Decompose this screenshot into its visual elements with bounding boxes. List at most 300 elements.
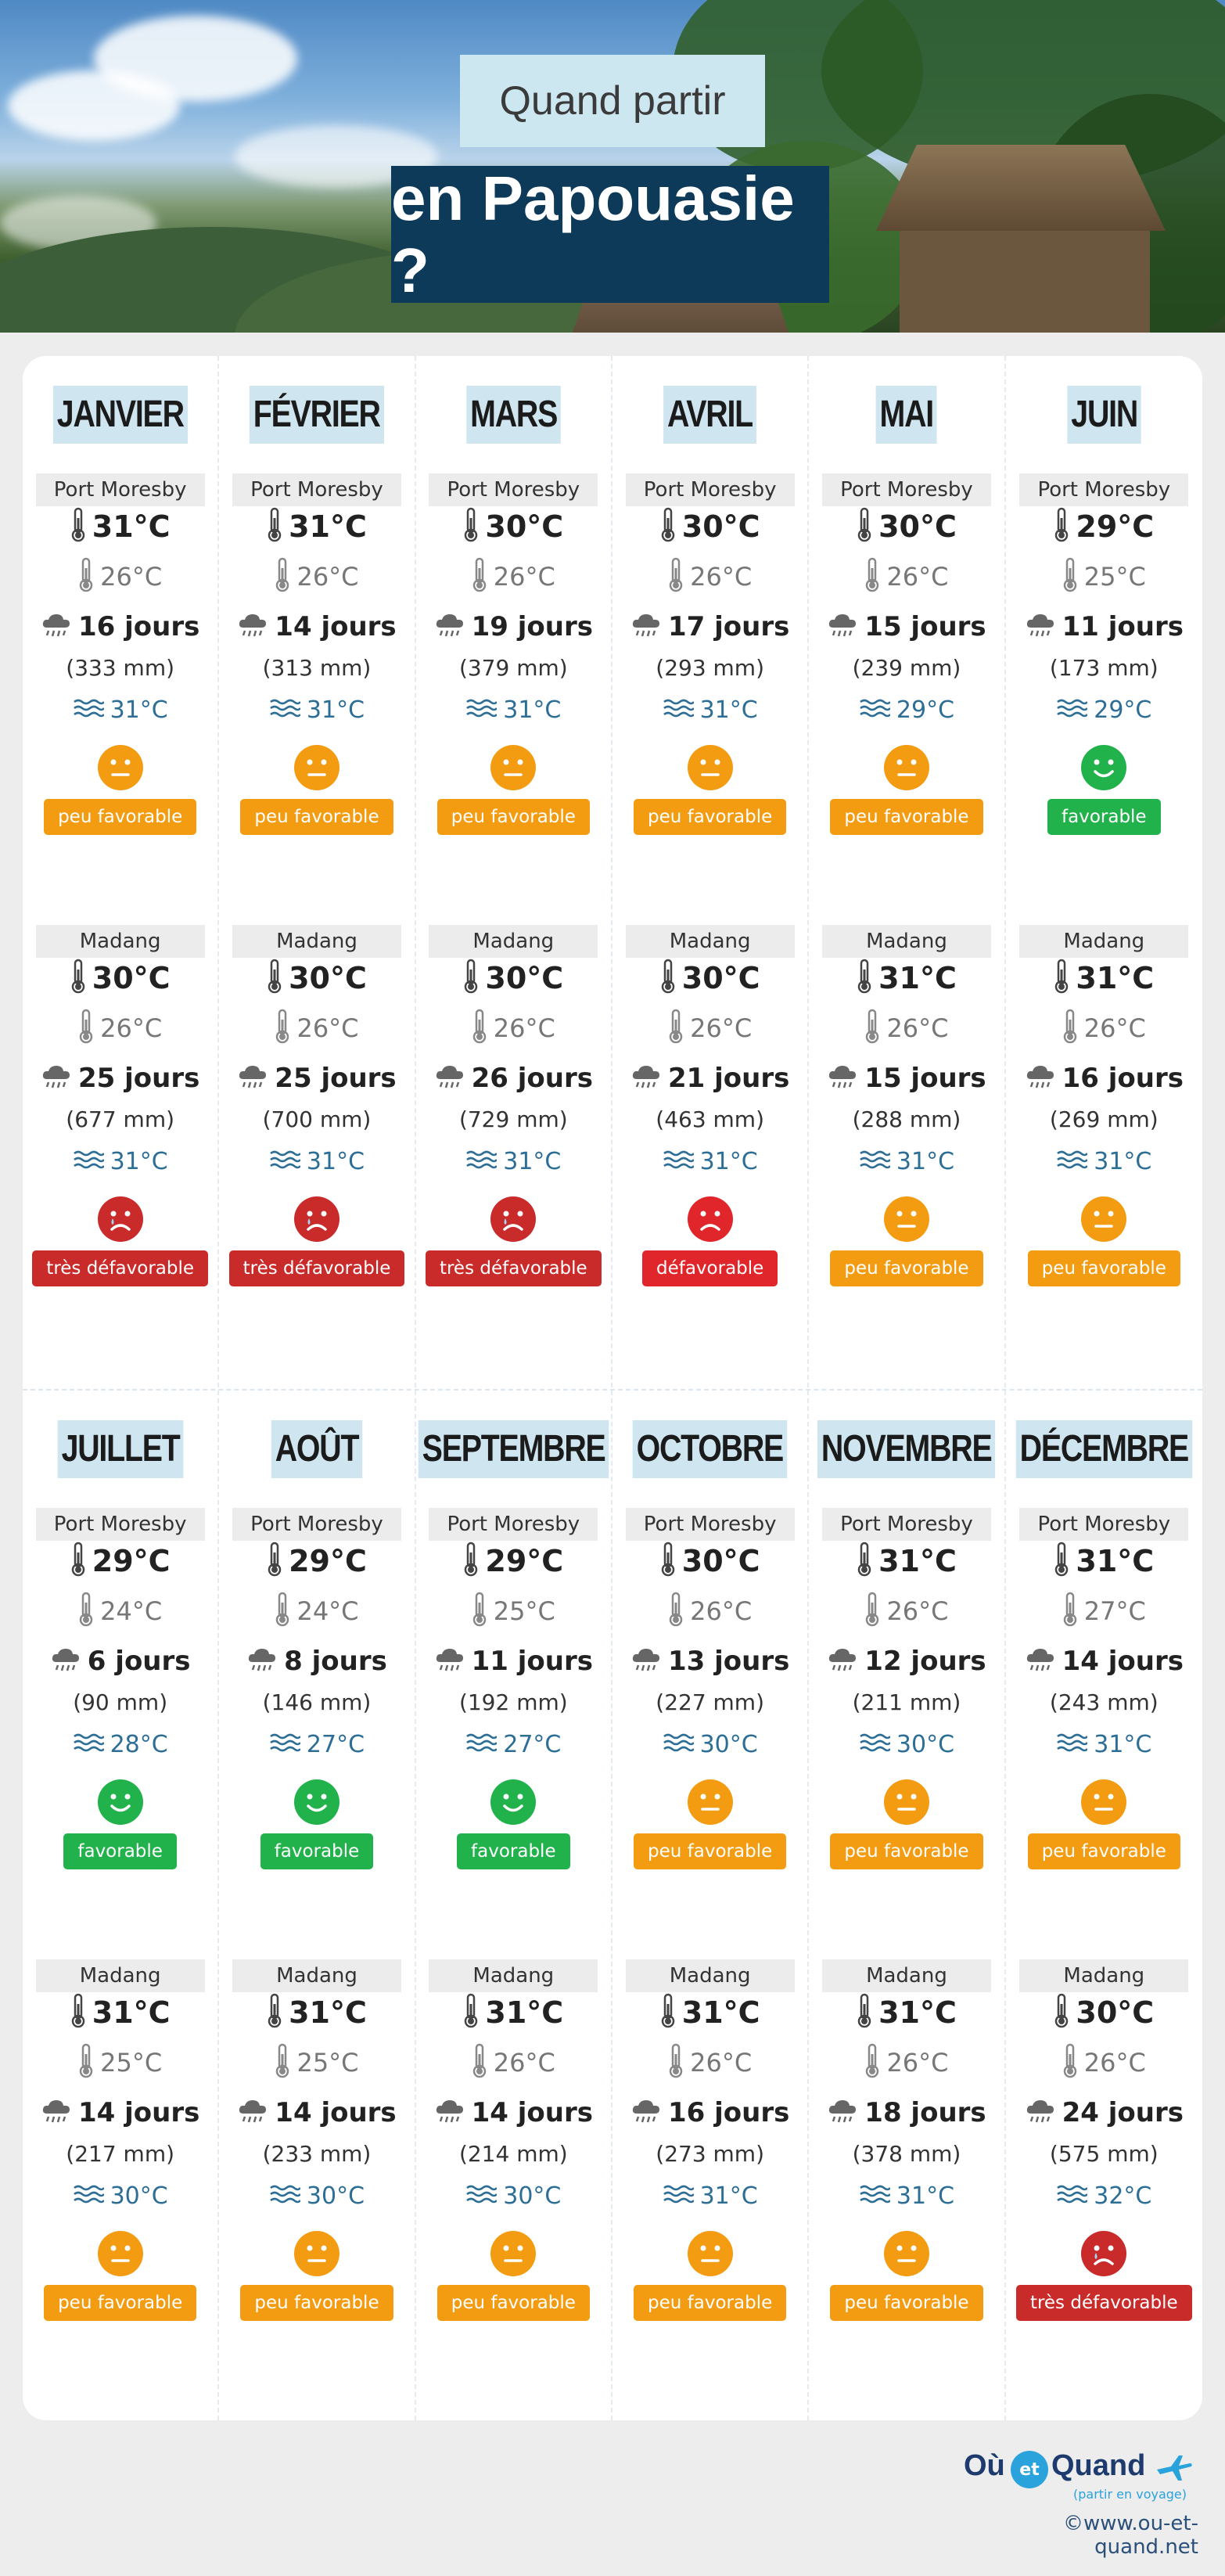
max-temperature bbox=[1006, 1539, 1202, 1583]
rain-mm-value: (313 mm) bbox=[262, 654, 372, 681]
max-temp-value: 31°C bbox=[485, 1995, 564, 2030]
thermometer-icon bbox=[463, 1542, 479, 1581]
month-header bbox=[809, 386, 1004, 444]
max-temperature bbox=[809, 1539, 1004, 1583]
rain-days-value: 16 jours bbox=[667, 2097, 790, 2128]
rain-days bbox=[809, 2092, 1004, 2133]
min-temperature bbox=[809, 2042, 1004, 2083]
waves-icon bbox=[663, 1732, 694, 1756]
rain-amount bbox=[612, 1686, 807, 1718]
rating-label: peu favorable bbox=[634, 799, 786, 835]
thermometer-icon bbox=[275, 2043, 290, 2082]
min-temp-value: 24°C bbox=[100, 1596, 163, 1626]
min-temp-value: 25°C bbox=[493, 1596, 555, 1626]
rain-cloud-icon bbox=[434, 1063, 465, 1093]
max-temperature bbox=[809, 1991, 1004, 2035]
rain-days bbox=[416, 606, 611, 647]
rating-label: très défavorable bbox=[1016, 2285, 1192, 2321]
waves-icon bbox=[663, 698, 694, 721]
sea-temperature bbox=[23, 1144, 217, 1178]
rain-days bbox=[612, 606, 807, 647]
max-temperature bbox=[1006, 505, 1202, 549]
month-header bbox=[612, 1420, 807, 1478]
city-name: Port Moresby bbox=[232, 1508, 401, 1541]
sea-temperature bbox=[416, 1727, 611, 1761]
rain-days-value: 13 jours bbox=[667, 1646, 790, 1677]
rain-days bbox=[219, 2092, 414, 2133]
happy-face-icon bbox=[98, 1779, 143, 1825]
neutral-face-icon bbox=[294, 2231, 339, 2276]
waves-icon bbox=[465, 1149, 497, 1173]
min-temp-value: 26°C bbox=[690, 2048, 753, 2078]
thermometer-icon bbox=[864, 2043, 880, 2082]
thermometer-icon bbox=[668, 2043, 684, 2082]
waves-icon bbox=[73, 2184, 104, 2207]
rating-label: peu favorable bbox=[830, 1250, 983, 1286]
waves-icon bbox=[269, 698, 300, 721]
rain-days-value: 21 jours bbox=[667, 1063, 790, 1094]
waves-icon bbox=[269, 1149, 300, 1173]
rain-cloud-icon bbox=[434, 1646, 465, 1676]
waves-icon bbox=[269, 1732, 300, 1756]
sea-temp-value: 31°C bbox=[1094, 1730, 1152, 1758]
city-name: Madang bbox=[626, 925, 795, 958]
rating-badge bbox=[809, 2285, 1004, 2321]
sea-temp-value: 31°C bbox=[503, 696, 562, 724]
rain-days-value: 26 jours bbox=[471, 1063, 593, 1094]
min-temp-value: 26°C bbox=[886, 1013, 949, 1043]
max-temp-value: 30°C bbox=[681, 1544, 760, 1578]
sea-temperature bbox=[612, 2178, 807, 2213]
min-temp-value: 26°C bbox=[493, 2048, 555, 2078]
sea-temperature bbox=[416, 1144, 611, 1178]
month-column bbox=[1006, 1391, 1202, 2420]
rating-badge bbox=[809, 799, 1004, 835]
waves-icon bbox=[1056, 1149, 1087, 1173]
sea-temperature bbox=[1006, 1727, 1202, 1761]
min-temp-value: 26°C bbox=[886, 562, 949, 592]
rain-mm-value: (243 mm) bbox=[1049, 1689, 1159, 1715]
waves-icon bbox=[1056, 1732, 1087, 1756]
max-temp-value: 30°C bbox=[681, 961, 760, 995]
rain-amount bbox=[1006, 1686, 1202, 1718]
city-label bbox=[23, 1959, 217, 1992]
max-temperature bbox=[612, 1539, 807, 1583]
rain-mm-value: (90 mm) bbox=[73, 1689, 168, 1715]
thermometer-icon bbox=[70, 507, 86, 546]
waves-icon bbox=[859, 698, 890, 721]
rain-days bbox=[219, 1641, 414, 1682]
rain-cloud-icon bbox=[237, 1063, 268, 1093]
sea-temp-value: 31°C bbox=[306, 1147, 365, 1175]
rain-days bbox=[416, 1058, 611, 1099]
min-temp-value: 26°C bbox=[1083, 1013, 1146, 1043]
sea-temp-value: 29°C bbox=[1094, 696, 1152, 724]
city-name: Port Moresby bbox=[626, 473, 795, 506]
month-column bbox=[23, 356, 219, 1387]
max-temp-value: 31°C bbox=[289, 509, 367, 544]
max-temperature bbox=[809, 505, 1004, 549]
min-temp-value: 25°C bbox=[1083, 562, 1146, 592]
month-column bbox=[809, 1391, 1005, 2420]
max-temperature bbox=[416, 956, 611, 1000]
month-name: AOÛT bbox=[271, 1420, 362, 1478]
month-name: JUILLET bbox=[57, 1420, 183, 1478]
min-temp-value: 25°C bbox=[100, 2048, 163, 2078]
rain-days-value: 16 jours bbox=[77, 611, 200, 642]
sea-temperature bbox=[219, 693, 414, 727]
sea-temperature bbox=[612, 1727, 807, 1761]
sea-temp-value: 31°C bbox=[896, 1147, 955, 1175]
city-label bbox=[219, 473, 414, 506]
rain-cloud-icon bbox=[827, 1646, 858, 1676]
plane-icon bbox=[1155, 2452, 1193, 2487]
city-name: Port Moresby bbox=[626, 1508, 795, 1541]
rain-days-value: 15 jours bbox=[864, 1063, 986, 1094]
sea-temp-value: 28°C bbox=[110, 1730, 168, 1758]
thermometer-icon bbox=[78, 2043, 94, 2082]
min-temperature bbox=[1006, 556, 1202, 597]
max-temperature bbox=[219, 1991, 414, 2035]
month-header bbox=[1006, 386, 1202, 444]
thermometer-icon bbox=[857, 1542, 872, 1581]
min-temp-value: 26°C bbox=[100, 562, 163, 592]
rain-days bbox=[1006, 1641, 1202, 1682]
max-temp-value: 31°C bbox=[878, 961, 957, 995]
min-temp-value: 26°C bbox=[493, 1013, 555, 1043]
min-temperature bbox=[23, 556, 217, 597]
hut-wall bbox=[900, 231, 1150, 333]
min-temperature bbox=[23, 1591, 217, 1632]
sea-temp-value: 32°C bbox=[1094, 2182, 1152, 2210]
city-label bbox=[809, 1959, 1004, 1992]
sea-temperature bbox=[809, 2178, 1004, 2213]
max-temperature bbox=[23, 1539, 217, 1583]
thermometer-icon bbox=[472, 2043, 487, 2082]
month-column bbox=[1006, 356, 1202, 1387]
thermometer-icon bbox=[267, 1993, 282, 2032]
month-column bbox=[809, 356, 1005, 1387]
max-temp-value: 31°C bbox=[1076, 961, 1155, 995]
city-label bbox=[809, 925, 1004, 958]
month-header bbox=[1006, 1420, 1202, 1478]
thermometer-icon bbox=[275, 557, 290, 596]
rain-mm-value: (677 mm) bbox=[66, 1106, 175, 1132]
rain-days-value: 12 jours bbox=[864, 1646, 986, 1677]
rain-cloud-icon bbox=[1025, 612, 1056, 642]
thermometer-icon bbox=[463, 507, 479, 546]
website-url[interactable]: ©www.ou-et-quand.net bbox=[1062, 2512, 1198, 2559]
rating-badge bbox=[219, 2285, 414, 2321]
rain-days bbox=[23, 2092, 217, 2133]
sea-temperature bbox=[219, 2178, 414, 2213]
month-name: AVRIL bbox=[663, 386, 756, 444]
sea-temperature bbox=[416, 2178, 611, 2213]
min-temperature bbox=[219, 556, 414, 597]
thermometer-icon bbox=[1054, 1542, 1069, 1581]
rating-badge bbox=[1006, 1833, 1202, 1869]
max-temperature bbox=[219, 505, 414, 549]
waves-icon bbox=[465, 2184, 497, 2207]
sea-temp-value: 31°C bbox=[699, 696, 758, 724]
rain-days-value: 11 jours bbox=[1062, 611, 1184, 642]
city-label bbox=[809, 1508, 1004, 1541]
rain-days-value: 19 jours bbox=[471, 611, 593, 642]
sea-temp-value: 31°C bbox=[699, 2182, 758, 2210]
thermometer-icon bbox=[275, 1592, 290, 1631]
rating-badge bbox=[612, 2285, 807, 2321]
rain-amount bbox=[416, 1686, 611, 1718]
month-column bbox=[416, 356, 612, 1387]
rating-badge bbox=[416, 799, 611, 835]
rain-days bbox=[219, 606, 414, 647]
rain-mm-value: (575 mm) bbox=[1049, 2140, 1159, 2167]
month-name: DÉCEMBRE bbox=[1016, 1420, 1192, 1478]
thermometer-icon bbox=[668, 557, 684, 596]
city-label bbox=[23, 473, 217, 506]
neutral-face-icon bbox=[98, 2231, 143, 2276]
rain-mm-value: (239 mm) bbox=[852, 654, 961, 681]
hut-roof bbox=[876, 145, 1166, 231]
rain-days bbox=[219, 1058, 414, 1099]
min-temperature bbox=[1006, 1591, 1202, 1632]
rating-label: très défavorable bbox=[229, 1250, 405, 1286]
sea-temperature bbox=[23, 693, 217, 727]
city-name: Madang bbox=[822, 925, 991, 958]
rain-days-value: 14 jours bbox=[275, 2097, 397, 2128]
waves-icon bbox=[73, 1732, 104, 1756]
waves-icon bbox=[859, 2184, 890, 2207]
rain-days bbox=[416, 1641, 611, 1682]
rain-mm-value: (233 mm) bbox=[262, 2140, 372, 2167]
thermometer-icon bbox=[70, 959, 86, 998]
waves-icon bbox=[663, 1149, 694, 1173]
rain-amount bbox=[23, 2138, 217, 2169]
rain-cloud-icon bbox=[630, 2098, 662, 2128]
city-name: Madang bbox=[232, 925, 401, 958]
rain-days-value: 25 jours bbox=[275, 1063, 397, 1094]
max-temperature bbox=[23, 1991, 217, 2035]
rating-badge bbox=[612, 1833, 807, 1869]
sea-temperature bbox=[809, 1727, 1004, 1761]
months-row-1 bbox=[23, 356, 1202, 1387]
brand-logo[interactable] bbox=[964, 2449, 1198, 2512]
sea-temp-value: 31°C bbox=[110, 1147, 168, 1175]
rain-days bbox=[1006, 2092, 1202, 2133]
rain-days bbox=[809, 1641, 1004, 1682]
rating-badge bbox=[416, 1250, 611, 1286]
sea-temperature bbox=[612, 693, 807, 727]
thermometer-icon bbox=[267, 959, 282, 998]
min-temperature bbox=[219, 1008, 414, 1049]
max-temperature bbox=[416, 1539, 611, 1583]
sea-temperature bbox=[612, 1144, 807, 1178]
rain-days bbox=[23, 606, 217, 647]
sea-temperature bbox=[1006, 2178, 1202, 2213]
min-temperature bbox=[809, 556, 1004, 597]
rating-badge bbox=[416, 1833, 611, 1869]
rain-mm-value: (463 mm) bbox=[656, 1106, 765, 1132]
city-label bbox=[416, 473, 611, 506]
sea-temperature bbox=[416, 693, 611, 727]
crying-face-icon bbox=[1081, 2231, 1126, 2276]
rating-label: peu favorable bbox=[240, 2285, 393, 2321]
min-temp-value: 26°C bbox=[1083, 2048, 1146, 2078]
month-column bbox=[219, 356, 415, 1387]
city-name: Madang bbox=[36, 1959, 205, 1992]
max-temperature bbox=[219, 956, 414, 1000]
thermometer-icon bbox=[78, 557, 94, 596]
rain-amount bbox=[809, 2138, 1004, 2169]
month-header bbox=[23, 386, 217, 444]
neutral-face-icon bbox=[884, 745, 929, 790]
month-name: JUIN bbox=[1067, 386, 1141, 444]
rain-days-value: 24 jours bbox=[1062, 2097, 1184, 2128]
thermometer-icon bbox=[275, 1009, 290, 1048]
neutral-face-icon bbox=[884, 1779, 929, 1825]
max-temp-value: 30°C bbox=[681, 509, 760, 544]
min-temp-value: 26°C bbox=[690, 1013, 753, 1043]
thermometer-icon bbox=[267, 507, 282, 546]
rain-cloud-icon bbox=[41, 612, 72, 642]
rain-days-value: 14 jours bbox=[471, 2097, 593, 2128]
sea-temperature bbox=[219, 1727, 414, 1761]
thermometer-icon bbox=[857, 507, 872, 546]
min-temp-value: 26°C bbox=[690, 562, 753, 592]
month-column bbox=[23, 1391, 219, 2420]
rain-mm-value: (217 mm) bbox=[66, 2140, 175, 2167]
sea-temp-value: 31°C bbox=[896, 2182, 955, 2210]
min-temperature bbox=[416, 556, 611, 597]
thermometer-icon bbox=[267, 1542, 282, 1581]
thermometer-icon bbox=[1062, 2043, 1078, 2082]
city-label bbox=[1006, 473, 1202, 506]
min-temperature bbox=[219, 2042, 414, 2083]
city-name: Madang bbox=[232, 1959, 401, 1992]
rating-badge bbox=[809, 1833, 1004, 1869]
min-temperature bbox=[1006, 1008, 1202, 1049]
rain-days-value: 11 jours bbox=[471, 1646, 593, 1677]
city-label bbox=[23, 925, 217, 958]
rating-badge bbox=[219, 1833, 414, 1869]
rain-amount bbox=[23, 652, 217, 683]
city-label bbox=[219, 1508, 414, 1541]
city-label bbox=[23, 1508, 217, 1541]
max-temp-value: 31°C bbox=[681, 1995, 760, 2030]
max-temperature bbox=[23, 956, 217, 1000]
sea-temp-value: 30°C bbox=[110, 2182, 168, 2210]
rating-badge bbox=[1006, 1250, 1202, 1286]
thermometer-icon bbox=[1054, 1993, 1069, 2032]
thermometer-icon bbox=[857, 1993, 872, 2032]
city-name: Madang bbox=[429, 925, 598, 958]
max-temperature bbox=[416, 505, 611, 549]
logo-tagline: (partir en voyage) bbox=[1073, 2487, 1187, 2502]
logo-ou: Où bbox=[964, 2449, 1005, 2482]
max-temperature bbox=[1006, 956, 1202, 1000]
min-temp-value: 26°C bbox=[886, 1596, 949, 1626]
sea-temp-value: 30°C bbox=[503, 2182, 562, 2210]
title-line-2: en Papouasie ? bbox=[391, 166, 829, 303]
rain-cloud-icon bbox=[827, 2098, 858, 2128]
city-name: Madang bbox=[429, 1959, 598, 1992]
max-temp-value: 30°C bbox=[289, 961, 367, 995]
waves-icon bbox=[465, 1732, 497, 1756]
min-temp-value: 26°C bbox=[296, 1013, 359, 1043]
rain-days-value: 16 jours bbox=[1062, 1063, 1184, 1094]
logo-quand: Quand bbox=[1051, 2449, 1146, 2482]
crying-face-icon bbox=[294, 1196, 339, 1242]
rain-amount bbox=[219, 652, 414, 683]
month-name: MAI bbox=[876, 386, 937, 444]
neutral-face-icon bbox=[490, 2231, 536, 2276]
city-label bbox=[1006, 925, 1202, 958]
max-temp-value: 30°C bbox=[485, 509, 564, 544]
rain-amount bbox=[1006, 2138, 1202, 2169]
rain-cloud-icon bbox=[434, 2098, 465, 2128]
months-row-2 bbox=[23, 1389, 1202, 2420]
month-name: MARS bbox=[466, 386, 561, 444]
thermometer-icon bbox=[864, 1592, 880, 1631]
rating-badge bbox=[1006, 2285, 1202, 2321]
rain-amount bbox=[809, 1103, 1004, 1135]
waves-icon bbox=[73, 1149, 104, 1173]
waves-icon bbox=[1056, 698, 1087, 721]
month-header bbox=[219, 1420, 414, 1478]
max-temp-value: 30°C bbox=[92, 961, 171, 995]
city-name: Port Moresby bbox=[232, 473, 401, 506]
rain-cloud-icon bbox=[237, 2098, 268, 2128]
neutral-face-icon bbox=[688, 745, 733, 790]
max-temp-value: 31°C bbox=[878, 1995, 957, 2030]
rating-badge bbox=[219, 1250, 414, 1286]
sea-temperature bbox=[219, 1144, 414, 1178]
city-name: Madang bbox=[626, 1959, 795, 1992]
max-temp-value: 30°C bbox=[1076, 1995, 1155, 2030]
rain-days bbox=[23, 1058, 217, 1099]
month-name: JANVIER bbox=[53, 386, 188, 444]
min-temperature bbox=[809, 1591, 1004, 1632]
city-label bbox=[612, 925, 807, 958]
min-temp-value: 26°C bbox=[493, 562, 555, 592]
max-temp-value: 29°C bbox=[1076, 509, 1155, 544]
month-column bbox=[612, 1391, 809, 2420]
rain-cloud-icon bbox=[434, 612, 465, 642]
rating-label: peu favorable bbox=[1028, 1250, 1180, 1286]
rain-cloud-icon bbox=[630, 1063, 662, 1093]
rating-label: peu favorable bbox=[44, 799, 196, 835]
rain-mm-value: (378 mm) bbox=[852, 2140, 961, 2167]
sea-temperature bbox=[809, 1144, 1004, 1178]
rain-cloud-icon bbox=[246, 1646, 278, 1676]
city-name: Port Moresby bbox=[822, 1508, 991, 1541]
rain-cloud-icon bbox=[50, 1646, 81, 1676]
min-temp-value: 26°C bbox=[886, 2048, 949, 2078]
rating-label: peu favorable bbox=[634, 1833, 786, 1869]
waves-icon bbox=[663, 2184, 694, 2207]
city-name: Madang bbox=[1019, 1959, 1188, 1992]
waves-icon bbox=[859, 1149, 890, 1173]
sea-temp-value: 31°C bbox=[1094, 1147, 1152, 1175]
rain-mm-value: (273 mm) bbox=[656, 2140, 765, 2167]
max-temp-value: 31°C bbox=[1076, 1544, 1155, 1578]
sea-temp-value: 27°C bbox=[503, 1730, 562, 1758]
rain-days bbox=[23, 1641, 217, 1682]
rating-label: favorable bbox=[1047, 799, 1161, 835]
month-name: FÉVRIER bbox=[250, 386, 384, 444]
min-temperature bbox=[1006, 2042, 1202, 2083]
min-temperature bbox=[809, 1008, 1004, 1049]
